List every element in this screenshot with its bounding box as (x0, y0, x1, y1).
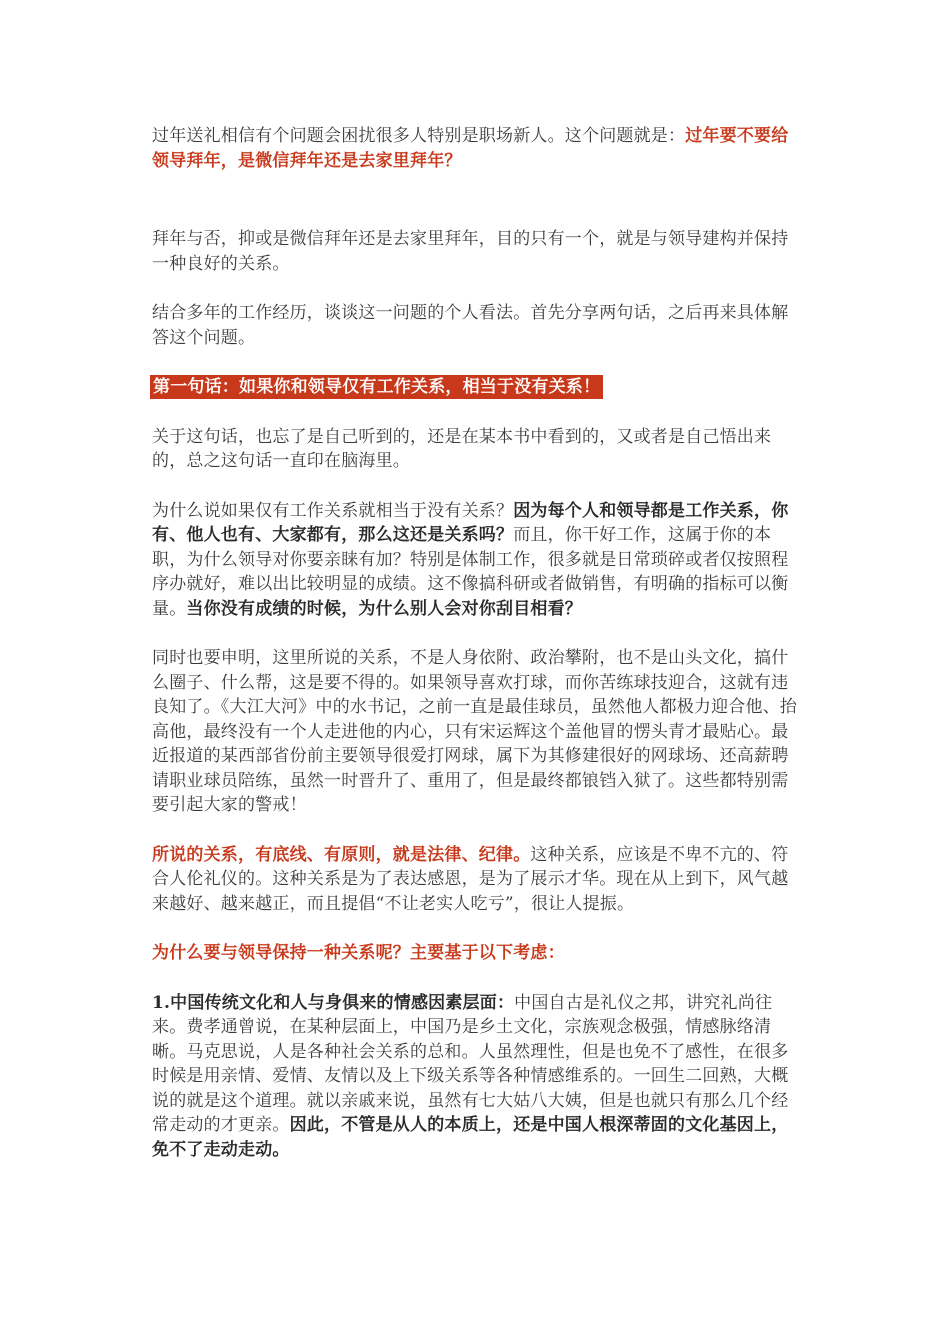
why-answer-bold: 因为每个人和领导都是工作关系，你有、他人也有、大家都有，那么这还是关系吗？ (152, 500, 789, 545)
clarification-paragraph: 同时也要申明，这里所说的关系，不是人身依附、政治攀附，也不是山头文化，搞什么圈子、什么帮，这是要不得的。如果领导喜欢打球，而你苦练球技迎合，这就有违良知了。《大江大河》中的水书记，之前一直是最佳球员，虽然他人都极力迎合他、抬高他，最终没有一个人走进他的内心，只有宋运辉这个盖他冒的愣头青才最贴心。最近报道的某西部省份前主要领导很爱打网球，属下为其修建很好的网球场、还高薪聘请职业球员陪练，虽然一时晋升了、重用了，但是最终都锒铛入狱了。这些都特别需要引起大家的警戒！ (152, 648, 798, 815)
why-paragraph (152, 499, 802, 622)
article-body (152, 124, 802, 1162)
reasons-heading: 为什么要与领导保持一种关系呢？主要基于以下考虑： (152, 943, 565, 963)
reason-one-title: 1.中国传统文化和人与身俱来的情感因素层面： (152, 992, 515, 1013)
saying-origin-paragraph: 关于这句话，也忘了是自己听到的，还是在某本书中看到的，又或者是自己悟出来的，总之这句话一直印在脑海里。 (152, 426, 772, 471)
why-question: 为什么说如果仅有工作关系就相当于没有关系？ (152, 500, 514, 521)
first-saying-highlight: 第一句话：如果你和领导仅有工作关系，相当于没有关系！ (150, 375, 603, 399)
why-explanation: 而且，你干好工作，这属于你的本职，为什么领导对你要亲睐有加？特别是体制工作，很多就是日常琐碎或者仅按照程序办就好，难以出比较明显的成绩。这不像搞科研或者做销售，有明确的指标可以衡量。 (152, 525, 789, 619)
intro-question-highlight: 过年要不要给领导拜年，是微信拜年还是去家里拜年？ (152, 126, 789, 171)
intro-text: 过年送礼相信有个问题会困扰很多人特别是职场新人。这个问题就是： (152, 126, 686, 146)
first-saying-heading (152, 375, 802, 400)
why-conclusion-bold: 当你没有成绩的时候，为什么别人会对你刮目相看？ (186, 598, 583, 619)
intro-paragraph (152, 124, 802, 173)
principle-highlight: 所说的关系，有底线、有原则，就是法律、纪律。 (152, 844, 531, 865)
purpose-paragraph: 拜年与否，抑或是微信拜年还是去家里拜年，目的只有一个，就是与领导建构并保持一种良好的关系。 (152, 229, 789, 274)
experience-paragraph: 结合多年的工作经历，谈谈这一问题的个人看法。首先分享两句话，之后再来具体解答这个问题。 (152, 303, 789, 348)
principle-paragraph (152, 843, 802, 917)
reason-one-conclusion: 因此，不管是从人的本质上，还是中国人根深蒂固的文化基因上，免不了走动走动。 (152, 1115, 789, 1160)
reason-one-text: 中国自古是礼仪之邦，讲究礼尚往来。费孝通曾说，在某种层面上，中国乃是乡土文化，宗族观念极强，情感脉络清晰。马克思说，人是各种社会关系的总和。人虽然理性，但是也免不了感性，在很多时候是用亲情、爱情、友情以及上下级关系等各种情感维系的。一回生二回熟，大概说的就是这个道理。就以亲戚来说，虽然有七大姑八大姨，但是也就只有那么几个经常走动的才更亲。 (152, 992, 789, 1135)
principle-text: 这种关系，应该是不卑不亢的、符合人伦礼仪的。这种关系是为了表达感恩，是为了展示才华。现在从上到下，风气越来越好、越来越正，而且提倡“不让老实人吃亏”，很让人提振。 (152, 844, 789, 914)
reason-one-paragraph (152, 991, 802, 1163)
